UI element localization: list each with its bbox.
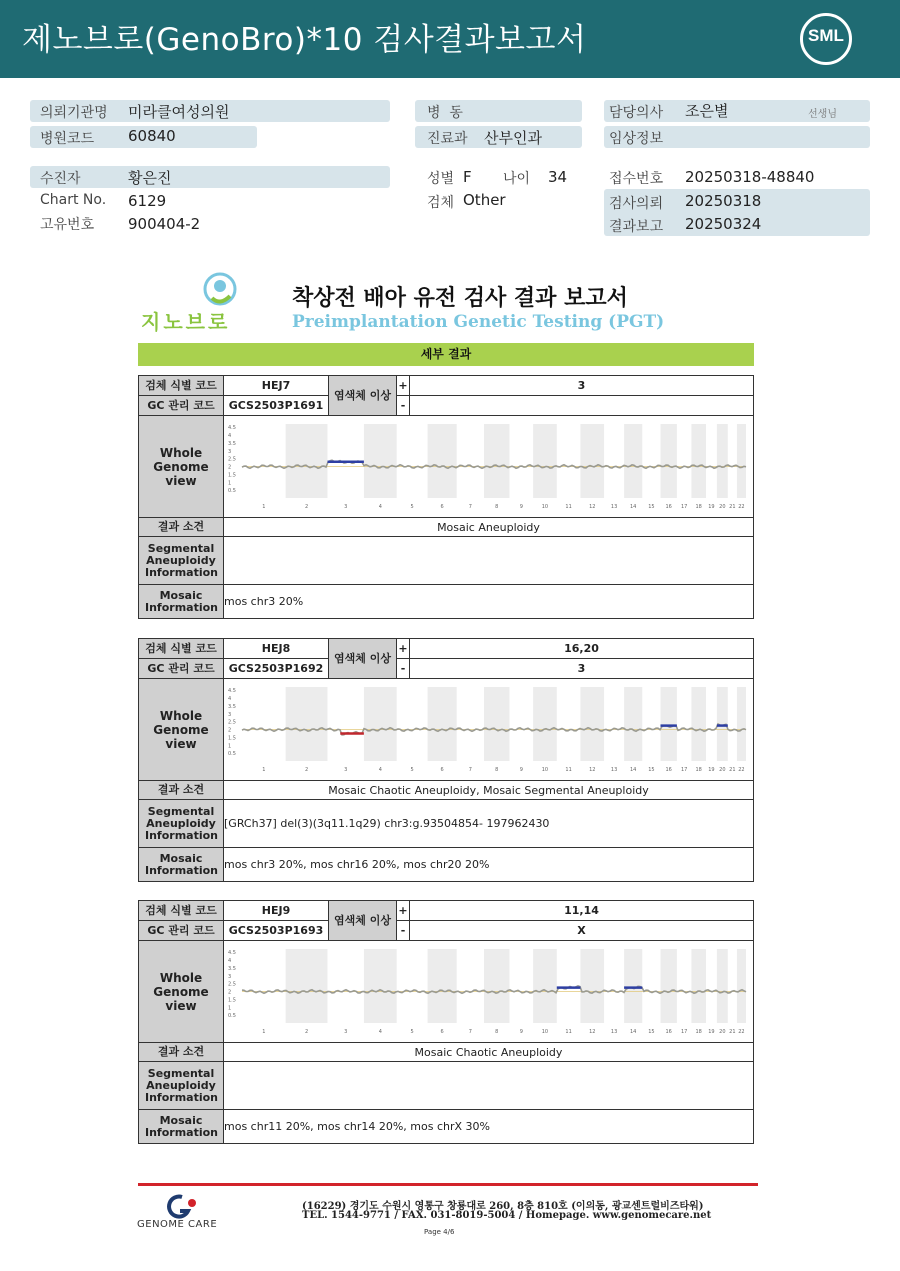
chromosome-band (737, 687, 746, 761)
whole-genome-plot (226, 943, 752, 1037)
x-tick-label: 22 (738, 1029, 745, 1035)
y-tick-label: 4 (228, 433, 232, 440)
loss-value: 3 (410, 659, 754, 679)
x-tick-label: 6 (440, 1029, 444, 1035)
x-tick-label: 1 (262, 767, 266, 773)
x-tick-label: 17 (680, 1029, 688, 1035)
chart-no-label: Chart No. (40, 192, 107, 208)
result-table (138, 900, 754, 1144)
genobro-brand: 지노브로 (141, 310, 231, 334)
y-tick-label: 2.5 (228, 456, 236, 463)
x-tick-label: 13 (610, 504, 618, 510)
abnormal-label: 염색체 이상 (329, 376, 397, 416)
chromosome-band (484, 424, 509, 498)
segmental-value (224, 537, 754, 585)
x-tick-label: 22 (738, 504, 745, 510)
chromosome-band (286, 687, 328, 761)
segmental-value: [GRCh37] del(3)(3q11.1q29) chr3:g.93504854- 197962430 (224, 800, 754, 848)
x-tick-label: 7 (468, 504, 472, 510)
x-tick-label: 11 (565, 767, 572, 773)
receipt-value: 20250318-48840 (685, 168, 815, 186)
x-tick-label: 19 (708, 504, 715, 510)
segmental-label: Segmental Aneuploidy Information (139, 537, 224, 585)
x-tick-label: 18 (695, 504, 702, 510)
mosaic-value: mos chr3 20%, mos chr16 20%, mos chr20 20% (224, 848, 754, 882)
chromosome-band (624, 424, 642, 498)
y-tick-label: 1 (228, 1005, 232, 1012)
sml-logo-text: SML (808, 26, 844, 45)
finding-value: Mosaic Aneuploidy (224, 518, 754, 537)
gc-code-value: GCS2503P1693 (224, 921, 329, 941)
chart-no-value: 6129 (128, 192, 167, 210)
y-tick-label: 4.5 (228, 950, 236, 957)
x-tick-label: 13 (610, 767, 618, 773)
gc-code-label: GC 관리 코드 (139, 921, 224, 941)
y-tick-label: 0.5 (228, 1013, 236, 1020)
chromosome-band (364, 424, 397, 498)
y-tick-label: 1.5 (228, 472, 236, 479)
mosaic-label: Mosaic Information (139, 1110, 224, 1144)
genome-view-cell (224, 416, 754, 518)
finding-value: Mosaic Chaotic Aneuploidy (224, 1043, 754, 1062)
genome-care-logo-icon (162, 1193, 200, 1219)
chromosome-band (428, 424, 457, 498)
unique-no-value: 900404-2 (128, 215, 201, 233)
chromosome-band (580, 687, 604, 761)
x-tick-label: 22 (738, 767, 745, 773)
y-tick-label: 3.5 (228, 703, 236, 710)
chromosome-band (691, 424, 706, 498)
x-tick-label: 9 (519, 767, 523, 773)
result-table (138, 638, 754, 882)
x-tick-label: 16 (665, 1029, 672, 1035)
x-tick-label: 5 (410, 504, 414, 510)
plus-sign: + (397, 376, 410, 396)
header-bar (0, 0, 900, 78)
x-tick-label: 9 (519, 1029, 523, 1035)
minus-sign: - (397, 659, 410, 679)
chromosome-band (737, 424, 746, 498)
x-tick-label: 10 (541, 1029, 549, 1035)
chromosome-band (428, 949, 457, 1023)
segmental-label: Segmental Aneuploidy Information (139, 800, 224, 848)
x-tick-label: 11 (565, 504, 572, 510)
x-tick-label: 2 (304, 767, 309, 773)
y-tick-label: 1.5 (228, 997, 236, 1004)
y-tick-label: 4 (228, 958, 232, 965)
y-tick-label: 2 (228, 727, 232, 734)
chromosome-band (717, 424, 728, 498)
footer-address: (16229) 경기도 수원시 영통구 창룡대로 260, 8층 810호 (이의동, 광교센트럴비즈타워) (302, 1201, 704, 1212)
y-tick-label: 3.5 (228, 965, 236, 972)
x-tick-label: 15 (648, 1029, 655, 1035)
finding-value: Mosaic Chaotic Aneuploidy, Mosaic Segmental Aneuploidy (224, 781, 754, 800)
specimen-id-value: HEJ9 (224, 901, 329, 921)
x-tick-label: 8 (495, 504, 499, 510)
document-title: 제노브로(GenoBro)*10 검사결과보고서 (22, 22, 587, 58)
x-tick-label: 4 (378, 767, 382, 773)
plus-sign: + (397, 901, 410, 921)
gc-code-value: GCS2503P1692 (224, 659, 329, 679)
y-tick-label: 2 (228, 989, 232, 996)
x-tick-label: 12 (589, 1029, 596, 1035)
chromosome-band (533, 424, 557, 498)
chromosome-band (484, 687, 509, 761)
doctor-suffix: 선생님 (808, 109, 837, 120)
chromosome-band (428, 687, 457, 761)
footer-divider (138, 1183, 758, 1186)
result-table (138, 375, 754, 619)
x-tick-label: 19 (708, 767, 715, 773)
report-subtitle: Preimplantation Genetic Testing (PGT) (292, 312, 665, 332)
x-tick-label: 16 (665, 504, 672, 510)
specimen-id-value: HEJ7 (224, 376, 329, 396)
x-tick-label: 4 (378, 504, 382, 510)
y-tick-label: 4 (228, 696, 232, 703)
y-tick-label: 4.5 (228, 688, 236, 695)
chromosome-band (737, 949, 746, 1023)
patient-name-label: 수진자 (40, 171, 81, 187)
patient-name-value: 황은진 (128, 169, 172, 187)
x-tick-label: 12 (589, 504, 596, 510)
y-tick-label: 2.5 (228, 981, 236, 988)
sex-label: 성별 (427, 171, 455, 187)
x-tick-label: 9 (519, 504, 523, 510)
x-tick-label: 18 (695, 767, 702, 773)
x-tick-label: 6 (440, 504, 444, 510)
loss-value: X (410, 921, 754, 941)
page-number: Page 4/6 (424, 1228, 455, 1236)
age-value: 34 (548, 168, 568, 186)
gc-code-label: GC 관리 코드 (139, 659, 224, 679)
segmental-value (224, 1062, 754, 1110)
chromosome-band (660, 687, 676, 761)
dept-value: 산부인과 (484, 129, 542, 147)
x-tick-label: 21 (729, 1029, 736, 1035)
chromosome-band (580, 949, 604, 1023)
abnormal-label: 염색체 이상 (329, 639, 397, 679)
x-tick-label: 17 (680, 504, 688, 510)
y-tick-label: 4.5 (228, 425, 236, 432)
x-tick-label: 14 (630, 504, 637, 510)
x-tick-label: 13 (610, 1029, 618, 1035)
genome-view-label: Whole Genome view (139, 941, 224, 1043)
report-label: 결과보고 (609, 219, 664, 235)
ward-label: 병 동 (427, 105, 463, 121)
x-tick-label: 8 (495, 767, 499, 773)
unique-no-label: 고유번호 (40, 217, 95, 233)
x-tick-label: 5 (410, 1029, 414, 1035)
mosaic-value: mos chr11 20%, mos chr14 20%, mos chrX 30% (224, 1110, 754, 1144)
x-tick-label: 21 (729, 504, 736, 510)
x-tick-label: 12 (589, 767, 596, 773)
whole-genome-plot (226, 418, 752, 512)
abnormal-label: 염색체 이상 (329, 901, 397, 941)
y-tick-label: 3.5 (228, 440, 236, 447)
mosaic-label: Mosaic Information (139, 585, 224, 619)
chromosome-band (624, 687, 642, 761)
report-value: 20250324 (685, 215, 762, 233)
chromosome-band (691, 949, 706, 1023)
x-tick-label: 2 (304, 1029, 309, 1035)
age-label: 나이 (503, 171, 531, 187)
finding-label: 결과 소견 (139, 518, 224, 537)
genome-view-label: Whole Genome view (139, 416, 224, 518)
chromosome-band (286, 424, 328, 498)
x-tick-label: 3 (344, 767, 348, 773)
chromosome-band (533, 949, 557, 1023)
x-tick-label: 8 (495, 1029, 499, 1035)
gain-value: 16,20 (410, 639, 754, 659)
x-tick-label: 19 (708, 1029, 715, 1035)
gc-code-label: GC 관리 코드 (139, 396, 224, 416)
y-tick-label: 0.5 (228, 488, 236, 495)
hospital-code-label: 병원코드 (40, 131, 95, 147)
x-tick-label: 7 (468, 767, 472, 773)
patient-name-row (30, 166, 390, 188)
chromosome-band (660, 424, 676, 498)
x-tick-label: 5 (410, 767, 414, 773)
x-tick-label: 3 (344, 504, 348, 510)
gain-value: 11,14 (410, 901, 754, 921)
finding-label: 결과 소견 (139, 781, 224, 800)
x-tick-label: 20 (719, 767, 726, 773)
chromosome-band (364, 949, 397, 1023)
x-tick-label: 16 (665, 767, 672, 773)
report-title: 착상전 배아 유전 검사 결과 보고서 (292, 286, 628, 311)
clinical-label: 임상정보 (609, 131, 664, 147)
x-tick-label: 2 (304, 504, 309, 510)
genome-view-cell (224, 679, 754, 781)
gain-value: 3 (410, 376, 754, 396)
request-label: 검사의뢰 (609, 196, 664, 212)
segmental-label: Segmental Aneuploidy Information (139, 1062, 224, 1110)
specimen-id-label: 검체 식별 코드 (139, 901, 224, 921)
gc-code-value: GCS2503P1691 (224, 396, 329, 416)
specimen-id-label: 검체 식별 코드 (139, 376, 224, 396)
x-tick-label: 11 (565, 1029, 572, 1035)
loss-value (410, 396, 754, 416)
y-tick-label: 2.5 (228, 719, 236, 726)
x-tick-label: 7 (468, 1029, 472, 1035)
x-tick-label: 17 (680, 767, 688, 773)
request-value: 20250318 (685, 192, 762, 210)
x-tick-label: 1 (262, 1029, 266, 1035)
specimen-label: 검체 (427, 195, 455, 211)
specimen-id-label: 검체 식별 코드 (139, 639, 224, 659)
minus-sign: - (397, 921, 410, 941)
doctor-label: 담당의사 (609, 105, 664, 121)
x-tick-label: 21 (729, 767, 736, 773)
footer-contact: TEL. 1544-9771 / FAX. 031-8019-5004 / Homepage. www.genomecare.net (302, 1210, 712, 1221)
genome-view-cell (224, 941, 754, 1043)
hospital-code-value: 60840 (128, 127, 176, 145)
x-tick-label: 20 (719, 504, 726, 510)
specimen-id-value: HEJ8 (224, 639, 329, 659)
mosaic-label: Mosaic Information (139, 848, 224, 882)
y-tick-label: 3 (228, 448, 232, 455)
dept-label: 진료과 (427, 131, 468, 147)
y-tick-label: 3 (228, 711, 232, 718)
x-tick-label: 4 (378, 1029, 382, 1035)
x-tick-label: 10 (541, 504, 549, 510)
institution-label: 의뢰기관명 (40, 105, 108, 121)
mosaic-value: mos chr3 20% (224, 585, 754, 619)
genome-care-name: GENOME CARE (137, 1219, 218, 1230)
x-tick-label: 15 (648, 504, 655, 510)
x-tick-label: 15 (648, 767, 655, 773)
x-tick-label: 6 (440, 767, 444, 773)
finding-label: 결과 소견 (139, 1043, 224, 1062)
y-tick-label: 0.5 (228, 751, 236, 758)
plus-sign: + (397, 639, 410, 659)
chromosome-band (484, 949, 509, 1023)
x-tick-label: 10 (541, 767, 549, 773)
chromosome-band (717, 949, 728, 1023)
x-tick-label: 14 (630, 767, 637, 773)
y-tick-label: 1.5 (228, 735, 236, 742)
chromosome-band (533, 687, 557, 761)
genome-view-label: Whole Genome view (139, 679, 224, 781)
y-tick-label: 2 (228, 464, 232, 471)
chromosome-band (364, 687, 397, 761)
chromosome-band (660, 949, 676, 1023)
institution-value: 미라클여성의원 (128, 103, 230, 121)
y-tick-label: 3 (228, 973, 232, 980)
x-tick-label: 18 (695, 1029, 702, 1035)
y-tick-label: 1 (228, 480, 232, 487)
receipt-label: 접수번호 (609, 171, 664, 187)
x-tick-label: 14 (630, 1029, 637, 1035)
section-header: 세부 결과 (138, 343, 754, 366)
sex-value: F (463, 168, 472, 186)
chromosome-band (286, 949, 328, 1023)
y-tick-label: 1 (228, 743, 232, 750)
specimen-value: Other (463, 191, 506, 209)
x-tick-label: 3 (344, 1029, 348, 1035)
x-tick-label: 1 (262, 504, 266, 510)
chromosome-band (691, 687, 706, 761)
minus-sign: - (397, 396, 410, 416)
whole-genome-plot (226, 681, 752, 775)
doctor-value: 조은별 (685, 102, 729, 120)
chromosome-band (580, 424, 604, 498)
x-tick-label: 20 (719, 1029, 726, 1035)
